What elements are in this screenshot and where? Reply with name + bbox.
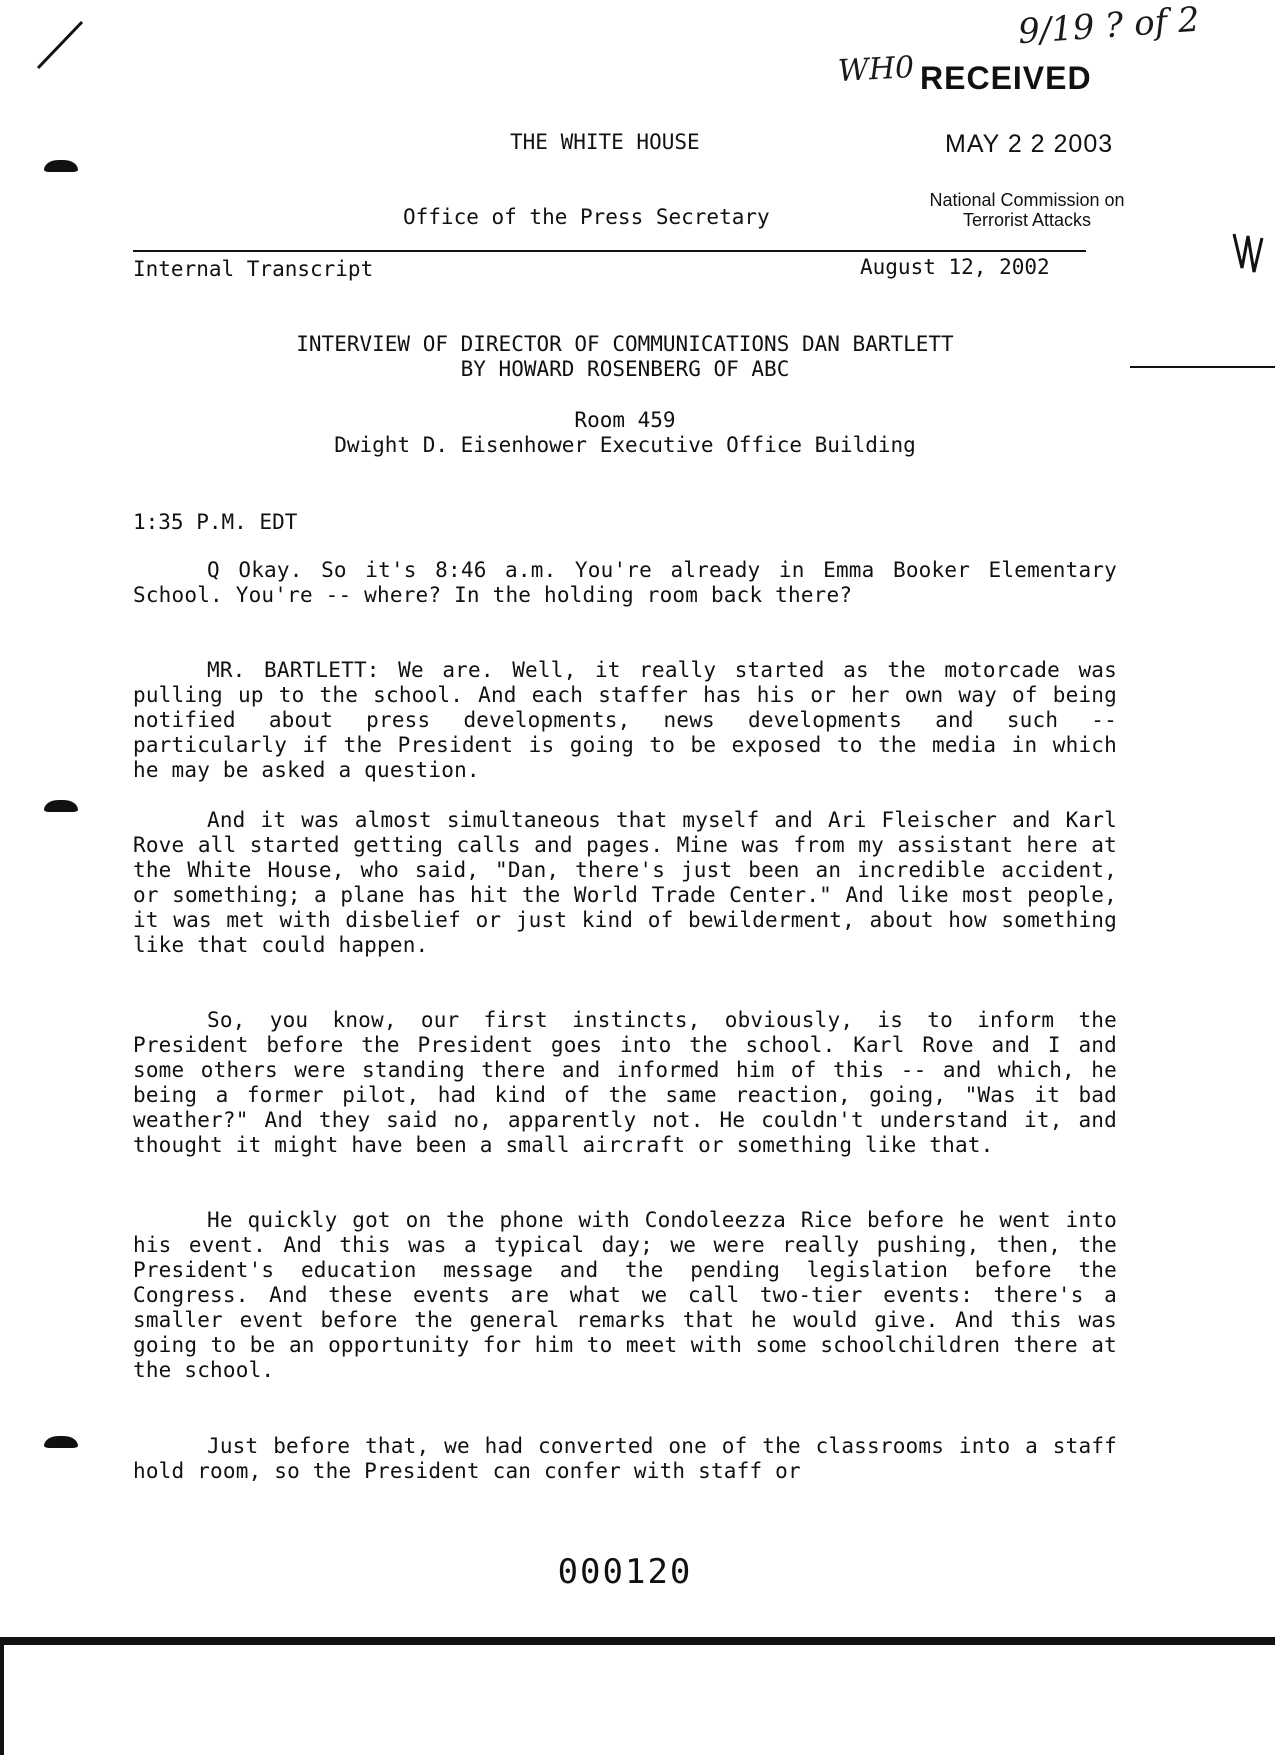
binder-mark-1 [44,160,78,172]
commission-stamp [912,190,1142,230]
paragraph-answer-1: MR. BARTLETT: We are. Well, it really started as the motorcade was pulling up to the school. And each staffer has his or her own way of being notified about press developments, news developments and such -- particularly if the President is going to be exposed to the media in which he may be asked a question. [133,658,1117,782]
paragraph-answer-3: So, you know, our first instincts, obviously, is to inform the President before the President goes into the school. Karl Rove and I and some others were standing there and informed him of this -- and which, he being a former pilot, had kind of the same reaction, going, "Was it bad weather?" And they said no, apparently not. He couldn't understand it, and thought it might have been a small aircraft or something like that. [133,1008,1117,1157]
commission-line-1: National Commission on [929,190,1125,210]
page-number: 000120 [557,1552,693,1592]
handwritten-annotation: 9/19 ? of 2 [1016,0,1201,53]
title-block [133,332,1117,382]
received-date: MAY 2 2 2003 [945,130,1114,158]
location-block [133,408,1117,458]
slash-mark [30,18,90,73]
title-line-2: BY HOWARD ROSENBERG OF ABC [460,357,790,381]
time-stamp: 1:35 P.M. EDT [133,510,298,534]
margin-rule [1130,366,1275,368]
building: Dwight D. Eisenhower Executive Office Building [334,433,916,457]
handwritten-id: WH0 [837,50,915,89]
binder-mark-3 [44,1436,78,1448]
office-name: Office of the Press Secretary [403,205,770,229]
title-line-1: INTERVIEW OF DIRECTOR OF COMMUNICATIONS DAN BARTLETT [296,332,954,356]
room: Room 459 [574,408,676,432]
doc-type: Internal Transcript [133,257,374,281]
paragraph-answer-4: He quickly got on the phone with Condoleezza Rice before he went into his event. And this was a typical day; we were really pushing, then, the President's education message and the pending legislation before the Congress. And these events are what we call two-tier events: there's a smaller event before the general remarks that he would give. And this was going to be an opportunity for him to meet with some schoolchildren there at the school. [133,1208,1117,1382]
paragraph-answer-2: And it was almost simultaneous that myself and Ari Fleischer and Karl Rove all started getting calls and pages. Mine was from my assistant here at the White House, who said, "Dan, there's just been an incredible accident, or something; a plane has hit the World Trade Center." And like most people, it was met with disbelief or just kind of bewilderment, about how something like that could happen. [133,808,1117,957]
binder-mark-2 [44,800,78,812]
paragraph-answer-5: Just before that, we had converted one of the classrooms into a staff hold room, so the President can confer with staff or [133,1434,1117,1483]
bottom-scan-border [0,1637,1275,1645]
received-stamp: RECEIVED [920,60,1092,96]
edge-scribble [1228,228,1268,280]
commission-line-2: Terrorist Attacks [962,210,1092,230]
left-scan-border [0,1637,4,1755]
org-name: THE WHITE HOUSE [510,130,700,154]
doc-date: August 12, 2002 [860,255,1050,279]
paragraph-question: Q Okay. So it's 8:46 a.m. You're already in Emma Booker Elementary School. You're -- where? In the holding room back there? [133,558,1117,607]
header-rule [133,250,1086,252]
